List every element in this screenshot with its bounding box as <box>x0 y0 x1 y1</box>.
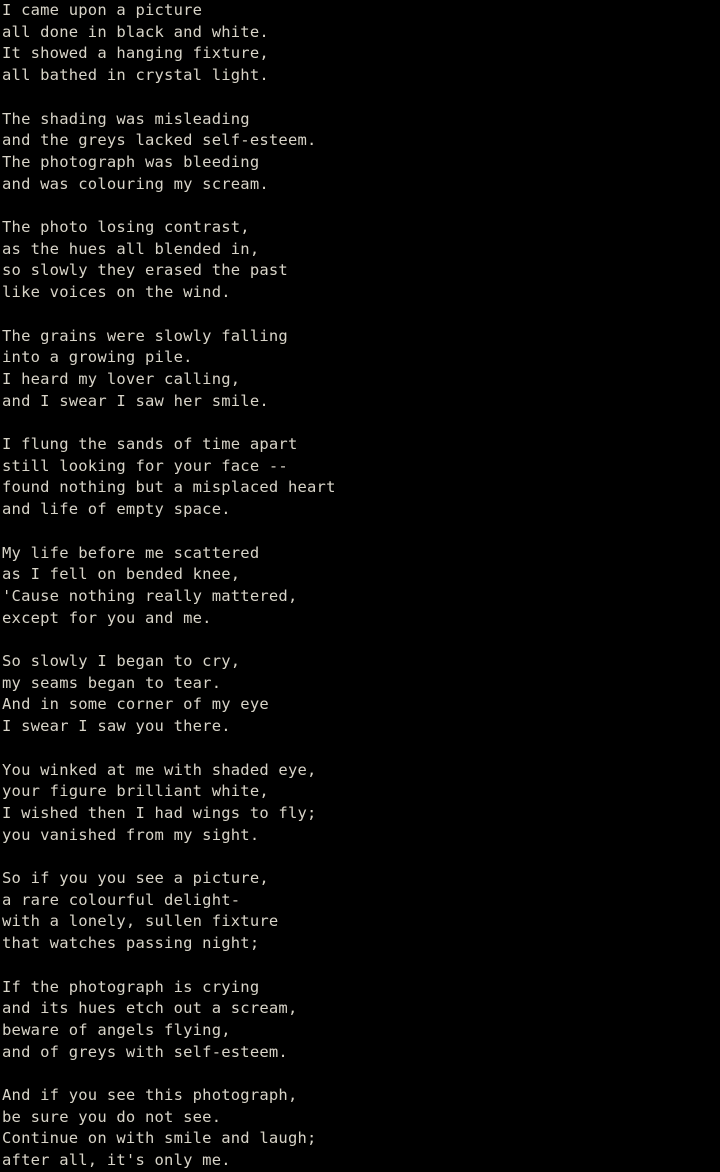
poem-line: and of greys with self-esteem. <box>2 1042 288 1061</box>
poem-line: a rare colourful delight- <box>2 890 241 909</box>
poem-line: I swear I saw you there. <box>2 717 231 736</box>
poem-stanza <box>2 434 720 521</box>
poem-line: you vanished from my sight. <box>2 825 260 844</box>
poem-line: I heard my lover calling, <box>2 369 241 388</box>
poem-stanza <box>2 109 720 196</box>
poem-line: The photo losing contrast, <box>2 218 250 236</box>
poem-line: and was colouring my scream. <box>2 174 269 193</box>
poem-line: The shading was misleading <box>2 109 250 128</box>
poem-line: with a lonely, sullen fixture <box>2 912 279 931</box>
stanza-gap <box>2 629 720 651</box>
stanza-gap <box>2 738 720 760</box>
poem-stanza <box>2 1085 720 1172</box>
poem-line: and its hues etch out a scream, <box>2 999 298 1018</box>
poem-line: after all, it's only me. <box>2 1151 231 1170</box>
poem-line: and life of empty space. <box>2 500 231 519</box>
poem-line: The grains were slowly falling <box>2 326 288 345</box>
poem-line: like voices on the wind. <box>2 283 231 302</box>
poem-line: I wished then I had wings to fly; <box>2 803 317 822</box>
poem-line: So if you you see a picture, <box>2 869 269 887</box>
poem-line: Continue on with smile and laugh; <box>2 1129 317 1148</box>
poem-line: So slowly I began to cry, <box>2 652 241 670</box>
poem-line: all done in black and white. <box>2 22 269 41</box>
poem-line: still looking for your face -- <box>2 456 288 475</box>
poem-stanza <box>2 651 720 738</box>
poem-stanza <box>2 760 720 847</box>
poem-line: beware of angels flying, <box>2 1020 231 1039</box>
poem-line: It showed a hanging fixture, <box>2 44 269 63</box>
poem-line: your figure brilliant white, <box>2 782 269 801</box>
stanza-gap <box>2 304 720 326</box>
poem-line: and I swear I saw her smile. <box>2 391 269 410</box>
poem-line: My life before me scattered <box>2 543 260 562</box>
poem-line: into a growing pile. <box>2 348 193 367</box>
stanza-gap <box>2 1063 720 1085</box>
poem-line: and the greys lacked self-esteem. <box>2 131 317 150</box>
stanza-gap <box>2 87 720 109</box>
poem-line: be sure you do not see. <box>2 1107 222 1126</box>
poem-stanza <box>2 217 720 304</box>
poem-line: And in some corner of my eye <box>2 695 269 714</box>
poem-stanza <box>2 977 720 1064</box>
poem-line: that watches passing night; <box>2 934 260 953</box>
poem-line: except for you and me. <box>2 608 212 627</box>
stanza-gap <box>2 521 720 543</box>
poem-stanza <box>2 868 720 955</box>
poem-line: I flung the sands of time apart <box>2 435 298 453</box>
poem-line: found nothing but a misplaced heart <box>2 478 336 497</box>
poem-line: If the photograph is crying <box>2 977 260 996</box>
poem-line: so slowly they erased the past <box>2 261 288 280</box>
poem-line: The photograph was bleeding <box>2 152 260 171</box>
poem-stanza <box>2 326 720 413</box>
poem-line: my seams began to tear. <box>2 673 222 692</box>
stanza-gap <box>2 195 720 217</box>
poem-line: as the hues all blended in, <box>2 239 260 258</box>
poem-stanza <box>2 543 720 630</box>
stanza-gap <box>2 846 720 868</box>
poem-line: And if you see this photograph, <box>2 1086 298 1104</box>
poem-line: You winked at me with shaded eye, <box>2 760 317 779</box>
poem-line: as I fell on bended knee, <box>2 565 241 584</box>
stanza-gap <box>2 955 720 977</box>
poem-line: I came upon a picture <box>2 1 203 19</box>
stanza-gap <box>2 412 720 434</box>
poem-line: 'Cause nothing really mattered, <box>2 586 298 605</box>
poem-stanza <box>2 0 720 87</box>
poem-line: all bathed in crystal light. <box>2 66 269 85</box>
